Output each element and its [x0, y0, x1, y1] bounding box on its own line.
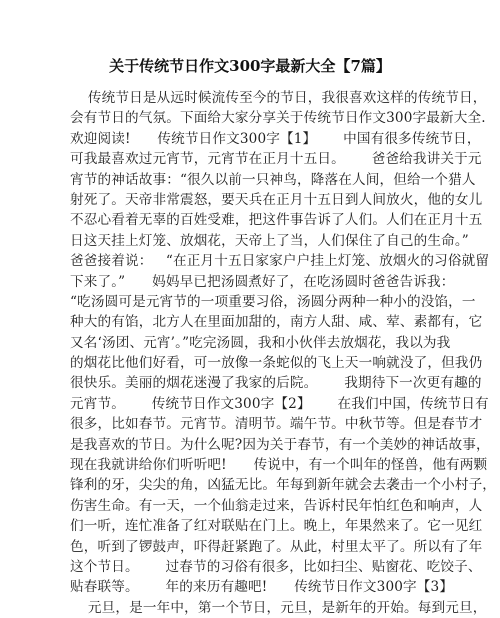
text-line: 元旦，是一年中，第一个节日，元旦，是新年的开始。每到元旦， [70, 599, 487, 616]
text-line: 贴春联等。 年的来历有趣吧! 传统节日作文300字【3】 [70, 579, 454, 596]
text-line: 又名‘汤团、元宵’。”吃完汤圆，我和小伙伴去放烟花，我以为我 [70, 334, 451, 351]
text-line: 宵节的神话故事：“很久以前一只神鸟，降落在人间，但给一个猎人 [70, 171, 476, 188]
text-line: 很多，比如春节。元宵节。清明节。端午节。中秋节等。但是春节才 [70, 416, 483, 433]
text-line: 伤害生命。有一天，一个仙翁走过来，告诉村民年怕红色和响声，人 [70, 497, 483, 514]
text-line: 的烟花比他们好看，可一放像一条蛇似的飞上天一响就没了，但我仍 [70, 355, 483, 372]
text-line: 这个节日。 过春节的习俗有很多，比如扫尘、贴窗花、吃饺子、 [70, 558, 482, 575]
text-line: 现在我就讲给你们听听吧! 传说中，有一个叫年的怪兽，他有两颗 [70, 457, 488, 474]
text-line: 色，听到了锣鼓声，吓得赶紧跑了。从此，村里太平了。所以有了年 [70, 538, 483, 555]
article-body [70, 88, 500, 618]
text-line: 不忍心看着无辜的百姓受难，把这件事告诉了人们。人们在正月十五 [70, 212, 483, 229]
text-line: 欢迎阅读! 传统节日作文300字【1】 中国有很多传统节日， [70, 130, 481, 147]
text-line: 爸爸接着说： “在正月十五日家家户户挂上灯笼、放烟火的习俗就留 [70, 253, 490, 270]
text-line: 可我最喜欢过元宵节，元宵节在正月十五日。 爸爸给我讲关于元 [70, 151, 482, 168]
text-line: 锋利的牙，尖尖的角，凶猛无比。年每到新年就会去袭击一个小村子， [70, 477, 497, 494]
text-line: 日这天挂上灯笼、放烟花，天帝上了当，人们保住了自己的生命。” [70, 232, 469, 249]
text-line: 很快乐。美丽的烟花迷漫了我家的后院。 我期待下一次更有趣的 [70, 375, 482, 392]
text-line: 会有节日的气氛。下面给大家分享关于传统节日作文300字最新大全. [70, 110, 486, 127]
text-line: 下来了。” 妈妈早已把汤圆煮好了，在吃汤圆时爸爸告诉我： [70, 273, 455, 290]
text-line: 元宵节。 传统节日作文300字【2】 在我们中国，传统节日有 [70, 395, 489, 412]
text-line: 传统节日是从远时候流传至今的节日，我很喜欢这样的传统节日， [70, 90, 487, 106]
text-line: 是我喜欢的节日。为什么呢?因为关于春节，有一个美妙的神话故事， [70, 436, 490, 453]
text-line: “吃汤圆可是元宵节的一项重要习俗，汤圆分两种一种小的没馅，一 [70, 293, 476, 310]
text-line: 种大的有馅，北方人在里面加甜的，南方人甜、咸、荤、素都有，它 [70, 314, 483, 331]
document-title: 关于传统节日作文300字最新大全【7篇】 [109, 57, 391, 75]
text-line: 射死了。天帝非常震怒，要天兵在正月十五日到人间放火，他的女儿 [70, 191, 483, 208]
text-line: 们一听，连忙准备了红对联贴在门上。晚上，年果然来了。它一见红 [70, 518, 483, 535]
